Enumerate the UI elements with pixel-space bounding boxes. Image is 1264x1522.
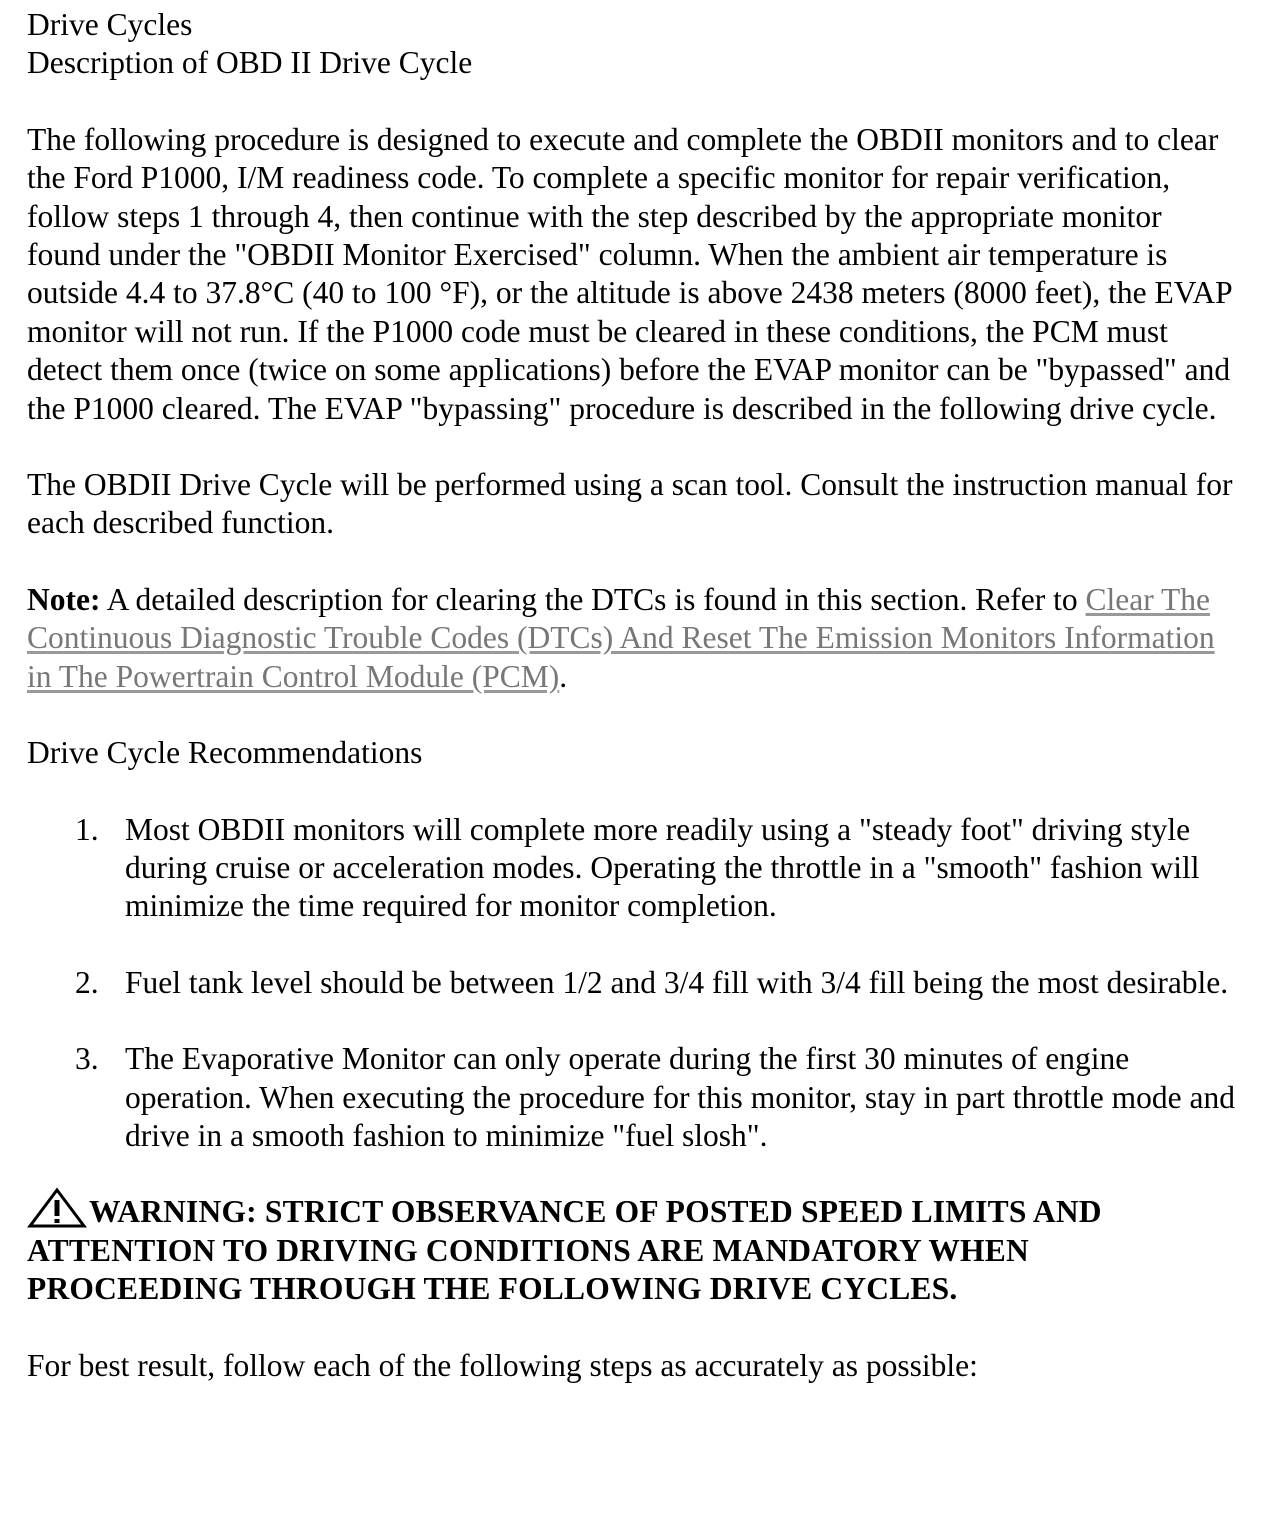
list-item-text: Most OBDII monitors will complete more readily using a "steady foot" driving style during cruise or acceleration modes. Operating the throttle in a "smooth" fashion will minimize the time required for monitor completion. <box>125 811 1200 924</box>
clear-dtc-link[interactable]: Clear The Continuous Diagnostic Trouble Codes (DTCs) And Reset The Emission Monitors Information in The Powertrain Control Module (PCM) <box>27 581 1215 694</box>
list-item <box>27 1040 1242 1155</box>
page-subtitle: Description of OBD II Drive Cycle <box>27 45 473 81</box>
scan-tool-paragraph: The OBDII Drive Cycle will be performed using a scan tool. Consult the instruction manual for each described function. <box>27 467 1233 541</box>
note-text: A detailed description for clearing the DTCs is found in this section. Refer to <box>100 581 1086 617</box>
list-item-number: 3. <box>75 1041 99 1077</box>
note-label: Note: <box>27 581 101 617</box>
intro-paragraph: The following procedure is designed to execute and complete the OBDII monitors and to clear the Ford P1000, I/M readiness code. To complete a specific monitor for repair verification, follow steps 1 through 4, then continue with the step described by the appropriate monitor found under the "OBDII Monitor Exercised" column. When the ambient air temperature is outside 4.4 to 37.8°C (40 to 100 °F), or the altitude is above 2438 meters (8000 feet), the EVAP monitor will not run. If the P1000 code must be cleared in these conditions, the PCM must detect them once (twice on some applications) before the EVAP monitor can be "bypassed" and the P1000 cleared. The EVAP "bypassing" procedure is described in the following drive cycle. <box>27 121 1232 426</box>
page-title: Drive Cycles <box>27 7 193 42</box>
list-item-number: 1. <box>75 811 99 847</box>
note-trailing: . <box>559 658 568 694</box>
closing-paragraph: For best result, follow each of the following steps as accurately as possible: <box>27 1347 978 1383</box>
list-item <box>27 811 1242 926</box>
note-paragraph <box>27 581 1242 696</box>
recommendations-heading: Drive Cycle Recommendations <box>27 735 423 771</box>
list-item-number: 2. <box>75 964 99 1000</box>
warning-triangle-icon <box>27 1193 89 1231</box>
document-page <box>27 6 1242 1385</box>
list-item <box>27 964 1242 1002</box>
warning-block <box>27 1193 1242 1308</box>
list-item-text: The Evaporative Monitor can only operate during the first 30 minutes of engine operation. When executing the procedure for this monitor, stay in part throttle mode and drive in a smooth fashion to minimize "fuel slosh". <box>125 1041 1235 1153</box>
warning-text: WARNING: STRICT OBSERVANCE OF POSTED SPEED LIMITS AND ATTENTION TO DRIVING CONDITIONS ARE MANDATORY WHEN PROCEEDING THROUGH THE FOLLOWING DRIVE CYCLES. <box>27 1194 1102 1307</box>
list-item-text: Fuel tank level should be between 1/2 and 3/4 fill with 3/4 fill being the most desirable. <box>125 964 1229 1000</box>
recommendations-list <box>27 811 1242 1156</box>
